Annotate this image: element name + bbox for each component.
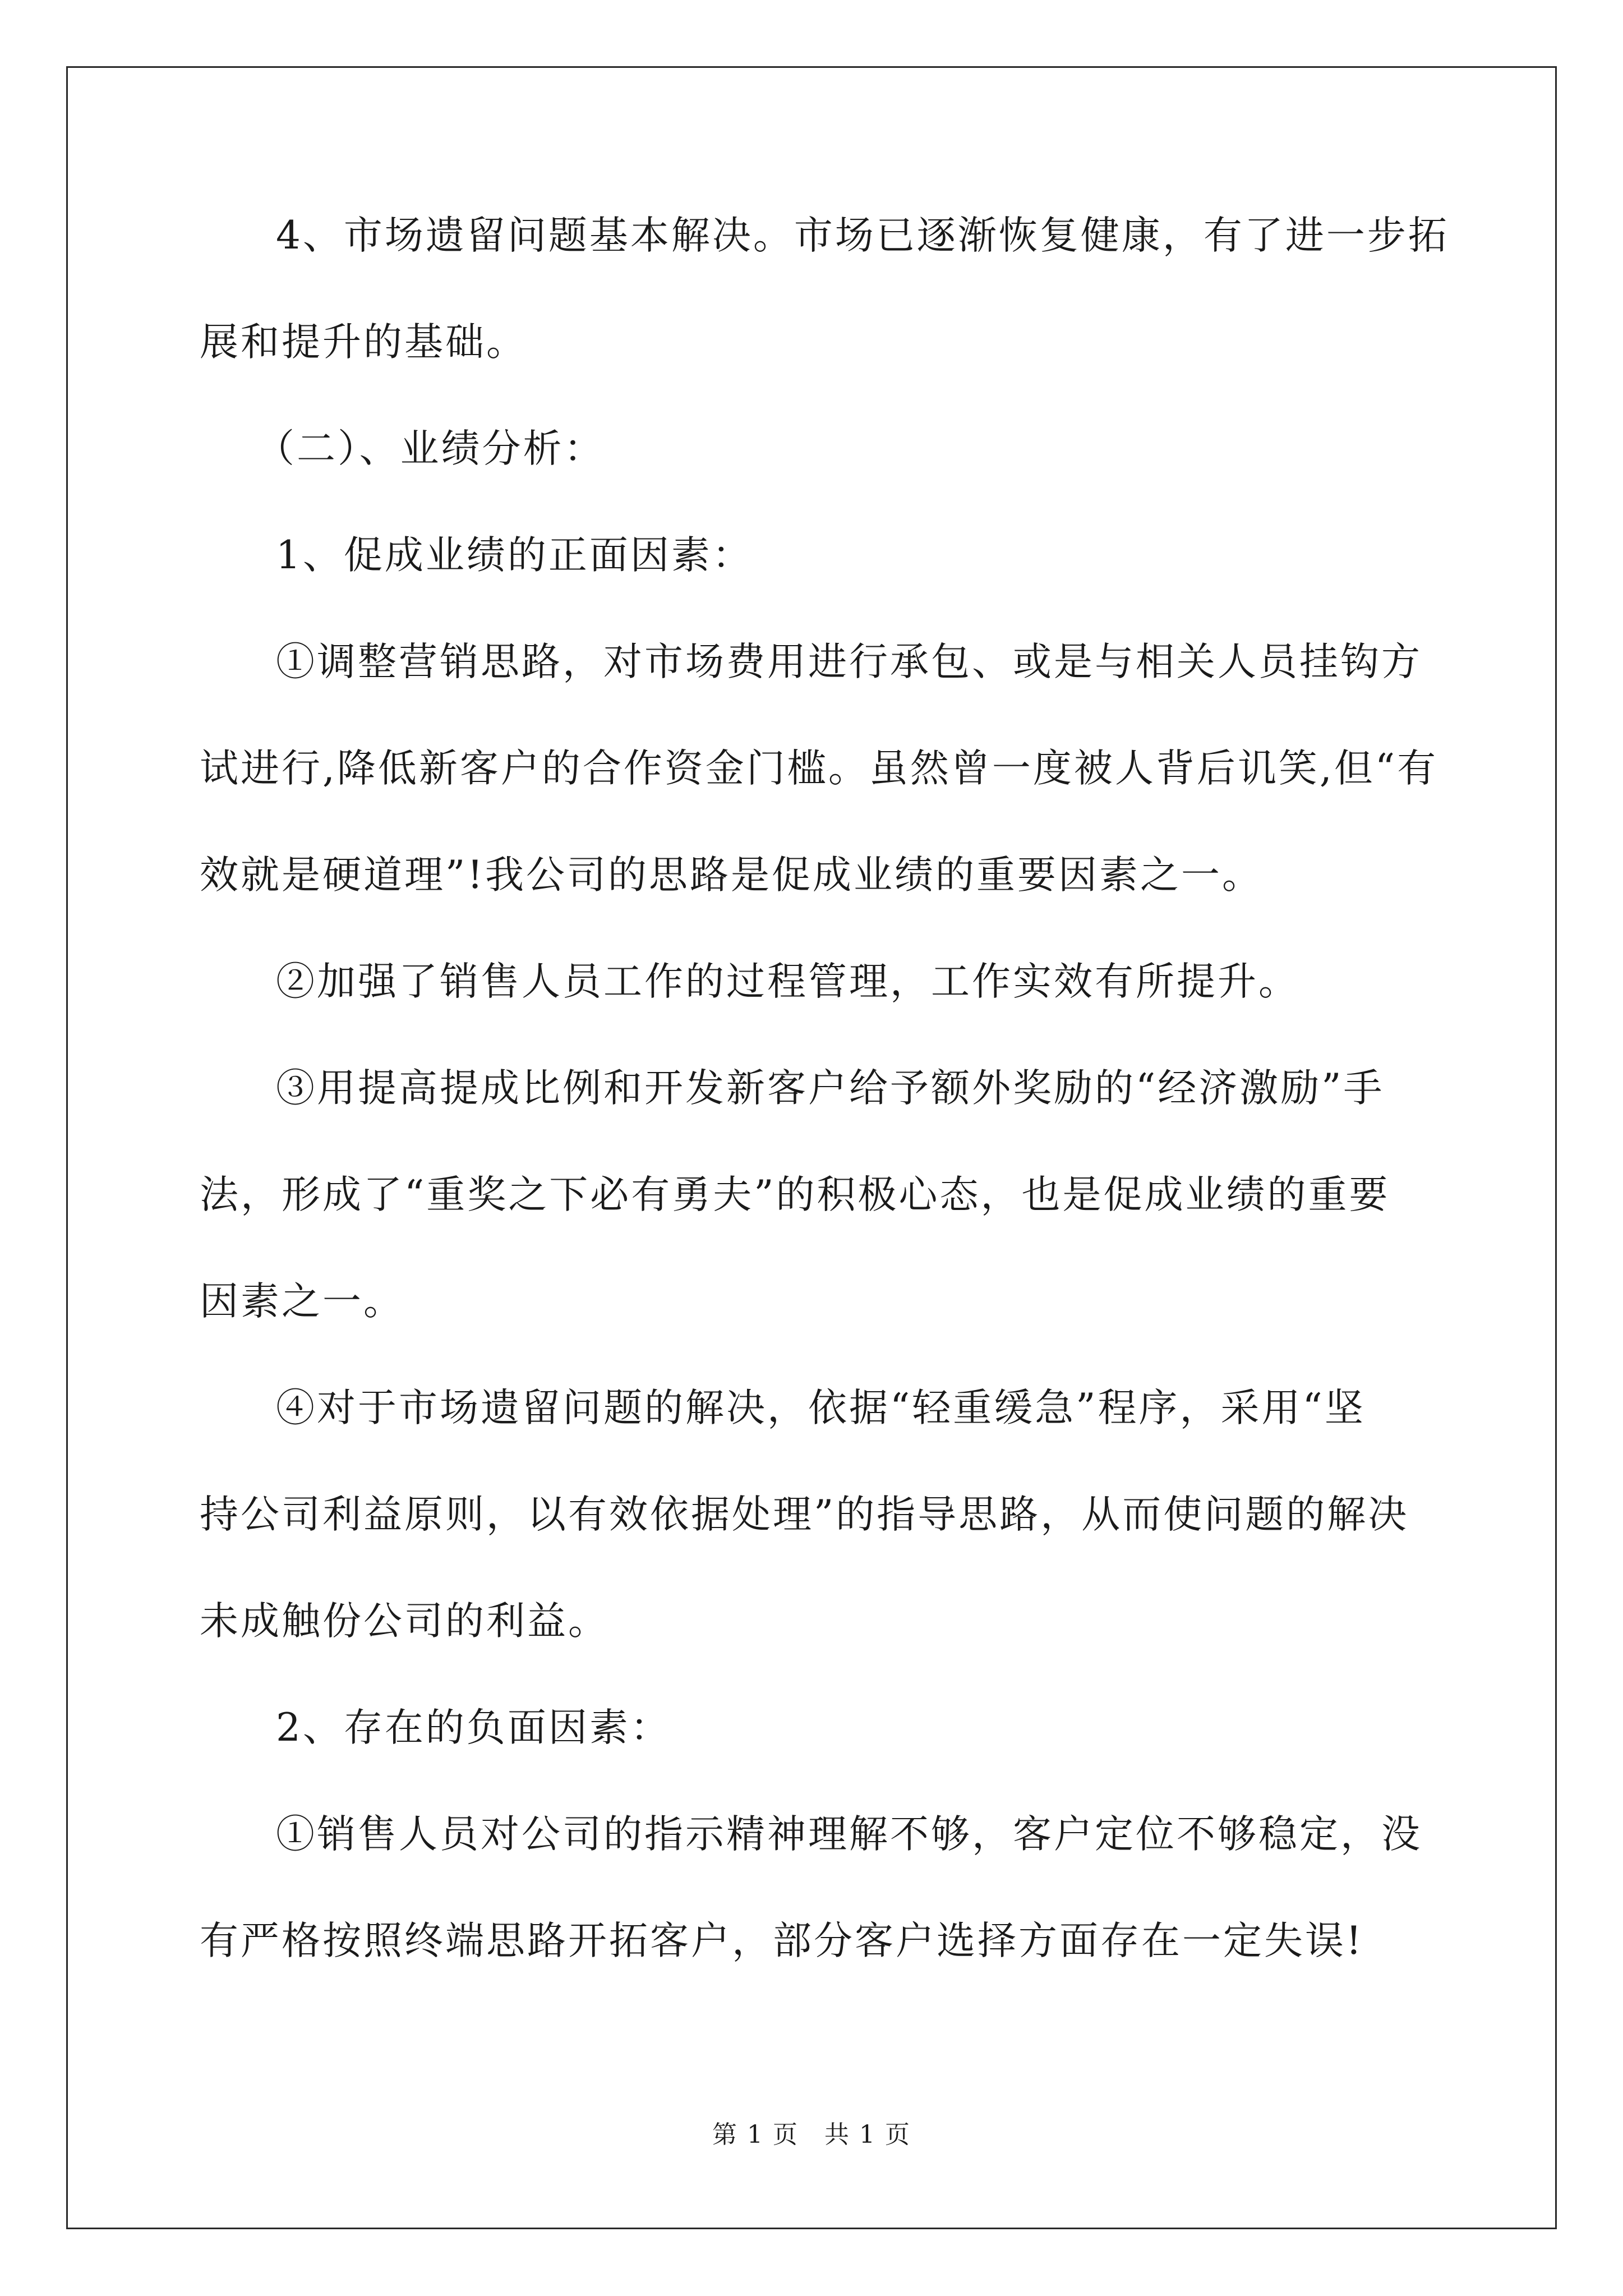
paragraph-2-line-2: 试进行,降低新客户的合作资金门槛。虽然曾一度被人背后讥笑,但“有 <box>200 746 1438 791</box>
paragraph-6-line-2: 有严格按照终端思路开拓客户，部分客户选择方面存在一定失误! <box>200 1918 1364 1963</box>
subsection-heading-1: 1、促成业绩的正面因素： <box>276 533 753 578</box>
page-border <box>66 66 1557 2229</box>
paragraph-5-line-1: ④对于市场遗留问题的解决，依据“轻重缓急”程序，采用“坚 <box>276 1386 1366 1430</box>
section-heading: （二）、业绩分析： <box>256 426 605 471</box>
paragraph-1-line-2: 展和提升的基础。 <box>200 320 527 365</box>
paragraph-5-line-3: 未成触份公司的利益。 <box>200 1599 609 1644</box>
paragraph-2-line-1: ①调整营销思路，对市场费用进行承包、或是与相关人员挂钩方 <box>276 639 1422 684</box>
paragraph-4-line-1: ③用提高提成比例和开发新客户给予额外奖励的“经济激励”手 <box>276 1066 1385 1111</box>
paragraph-5-line-2: 持公司利益原则，以有效依据处理”的指导思路，从而使问题的解决 <box>200 1492 1409 1537</box>
subsection-heading-2: 2、存在的负面因素： <box>276 1705 671 1750</box>
paragraph-4-line-3: 因素之一。 <box>200 1279 404 1324</box>
paragraph-3-line-1: ②加强了销售人员工作的过程管理，工作实效有所提升。 <box>276 959 1299 1004</box>
page-number-footer: 第 1 页 共 1 页 <box>712 2120 911 2149</box>
paragraph-2-line-3: 效就是硬道理”!我公司的思路是促成业绩的重要因素之一。 <box>200 853 1264 898</box>
paragraph-4-line-2: 法，形成了“重奖之下必有勇夫”的积极心态，也是促成业绩的重要 <box>200 1172 1390 1217</box>
paragraph-6-line-1: ①销售人员对公司的指示精神理解不够，客户定位不够稳定，没 <box>276 1812 1422 1857</box>
paragraph-1-line-1: 4、市场遗留问题基本解决。市场已逐渐恢复健康，有了进一步拓 <box>276 213 1449 258</box>
